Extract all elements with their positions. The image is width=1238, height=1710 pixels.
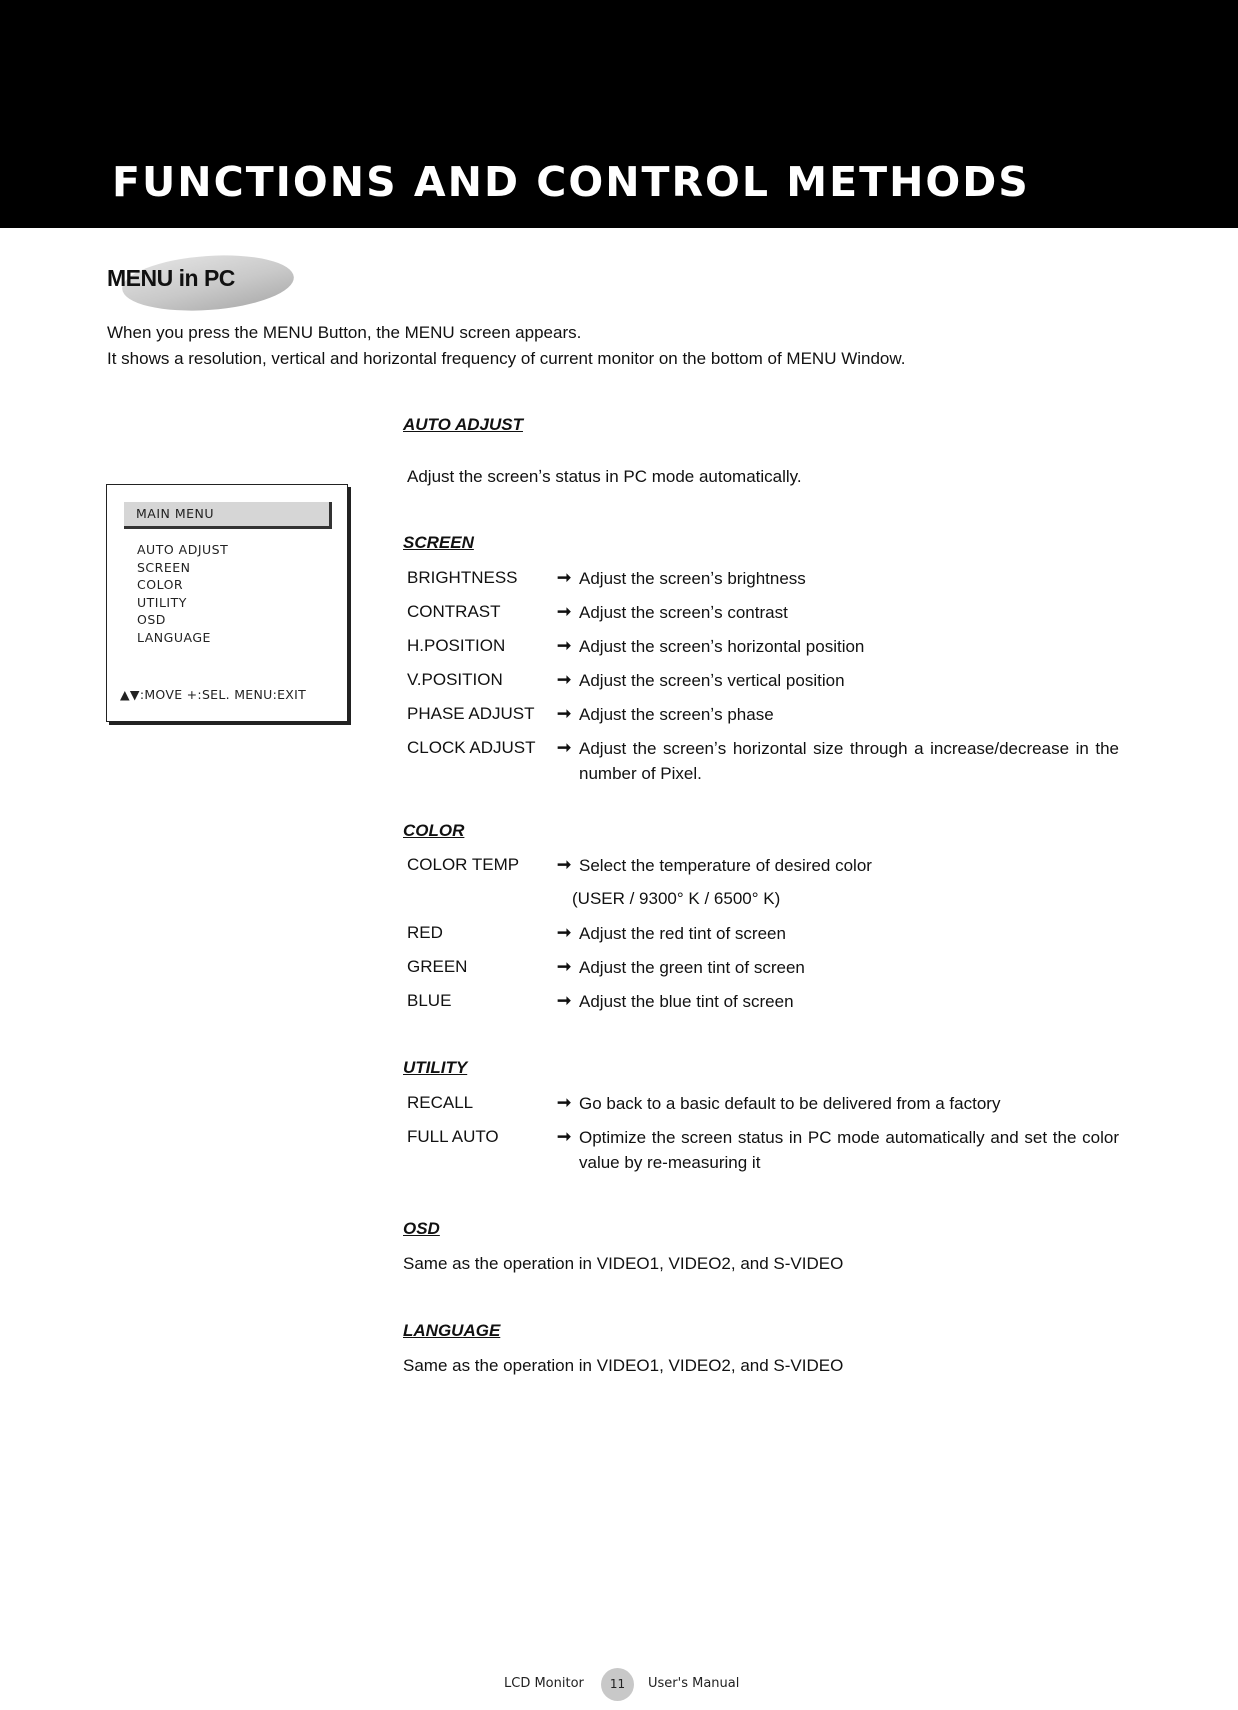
osd-text: Same as the operation in VIDEO1, VIDEO2, and S-VIDEO <box>403 1254 844 1273</box>
arrow-right-icon: ➞ <box>557 957 572 976</box>
arrow-right-icon: ➞ <box>557 636 572 655</box>
page-title: FUNCTIONS AND CONTROL METHODS <box>112 158 1030 206</box>
osd-heading: OSD <box>403 1219 440 1238</box>
intro-line-2: It shows a resolution, vertical and horizontal frequency of current monitor on the bottom of MENU Window. <box>107 349 906 368</box>
recall-desc: Go back to a basic default to be delivered from a factory <box>579 1094 1001 1113</box>
main-menu-item: COLOR <box>137 577 184 592</box>
v-position-label: V.POSITION <box>407 670 503 689</box>
page-number: 11 <box>601 1668 634 1701</box>
phase-adjust-desc: Adjust the screenʼs phase <box>579 705 774 724</box>
blue-desc: Adjust the blue tint of screen <box>579 992 794 1011</box>
arrow-right-icon: ➞ <box>557 991 572 1010</box>
h-position-desc: Adjust the screenʼs horizontal position <box>579 637 865 656</box>
color-heading: COLOR <box>403 821 465 840</box>
language-text: Same as the operation in VIDEO1, VIDEO2, and S-VIDEO <box>403 1356 844 1375</box>
red-label: RED <box>407 923 443 942</box>
main-menu-item: AUTO ADJUST <box>137 542 229 557</box>
arrow-right-icon: ➞ <box>557 602 572 621</box>
recall-label: RECALL <box>407 1093 474 1112</box>
red-desc: Adjust the red tint of screen <box>579 924 786 943</box>
auto-adjust-text: Adjust the screenʼs status in PC mode automatically. <box>407 467 802 486</box>
auto-adjust-heading: AUTO ADJUST <box>403 415 523 434</box>
header-banner <box>0 0 1238 228</box>
phase-adjust-label: PHASE ADJUST <box>407 704 535 723</box>
main-menu-item: LANGUAGE <box>137 629 211 645</box>
contrast-label: CONTRAST <box>407 602 501 621</box>
v-position-desc: Adjust the screenʼs vertical position <box>579 671 845 690</box>
main-menu-header: MAIN MENU <box>124 502 332 529</box>
main-menu-item: OSD <box>137 612 166 627</box>
main-menu-footer: ▲▼:MOVE +:SEL. MENU:EXIT <box>120 687 307 702</box>
arrow-right-icon: ➞ <box>557 1093 572 1112</box>
full-auto-label: FULL AUTO <box>407 1127 499 1146</box>
screen-heading: SCREEN <box>403 533 474 552</box>
arrow-right-icon: ➞ <box>557 1127 572 1146</box>
footer-right: User's Manual <box>648 1676 740 1691</box>
intro-line-1: When you press the MENU Button, the MENU screen appears. <box>107 323 582 342</box>
arrow-right-icon: ➞ <box>557 923 572 942</box>
green-label: GREEN <box>407 957 468 976</box>
language-heading: LANGUAGE <box>403 1321 501 1340</box>
main-menu-item: UTILITY <box>137 594 187 610</box>
full-auto-desc: Optimize the screen status in PC mode automatically and set the color value by re-measuring it <box>579 1128 1119 1172</box>
main-menu-illustration <box>106 484 348 722</box>
brightness-label: BRIGHTNESS <box>407 568 518 587</box>
h-position-label: H.POSITION <box>407 636 506 655</box>
green-desc: Adjust the green tint of screen <box>579 958 805 977</box>
arrow-right-icon: ➞ <box>557 855 572 874</box>
section-title: MENU in PC <box>107 265 235 291</box>
color-temp-options: (USER / 9300° K / 6500° K) <box>572 889 781 908</box>
color-temp-desc: Select the temperature of desired color <box>579 856 872 875</box>
utility-heading: UTILITY <box>403 1058 468 1077</box>
arrow-right-icon: ➞ <box>557 704 572 723</box>
color-temp-label: COLOR TEMP <box>407 855 520 874</box>
blue-label: BLUE <box>407 991 452 1010</box>
clock-adjust-desc: Adjust the screenʼs horizontal size through a increase/decrease in the number of Pixel. <box>579 739 1119 783</box>
arrow-right-icon: ➞ <box>557 738 572 757</box>
main-menu-item: SCREEN <box>137 559 191 575</box>
brightness-desc: Adjust the screenʼs brightness <box>579 569 806 588</box>
footer-left: LCD Monitor <box>504 1676 584 1691</box>
arrow-right-icon: ➞ <box>557 670 572 689</box>
arrow-right-icon: ➞ <box>557 568 572 587</box>
clock-adjust-label: CLOCK ADJUST <box>407 738 536 757</box>
main-menu-list <box>137 541 228 646</box>
contrast-desc: Adjust the screenʼs contrast <box>579 603 788 622</box>
